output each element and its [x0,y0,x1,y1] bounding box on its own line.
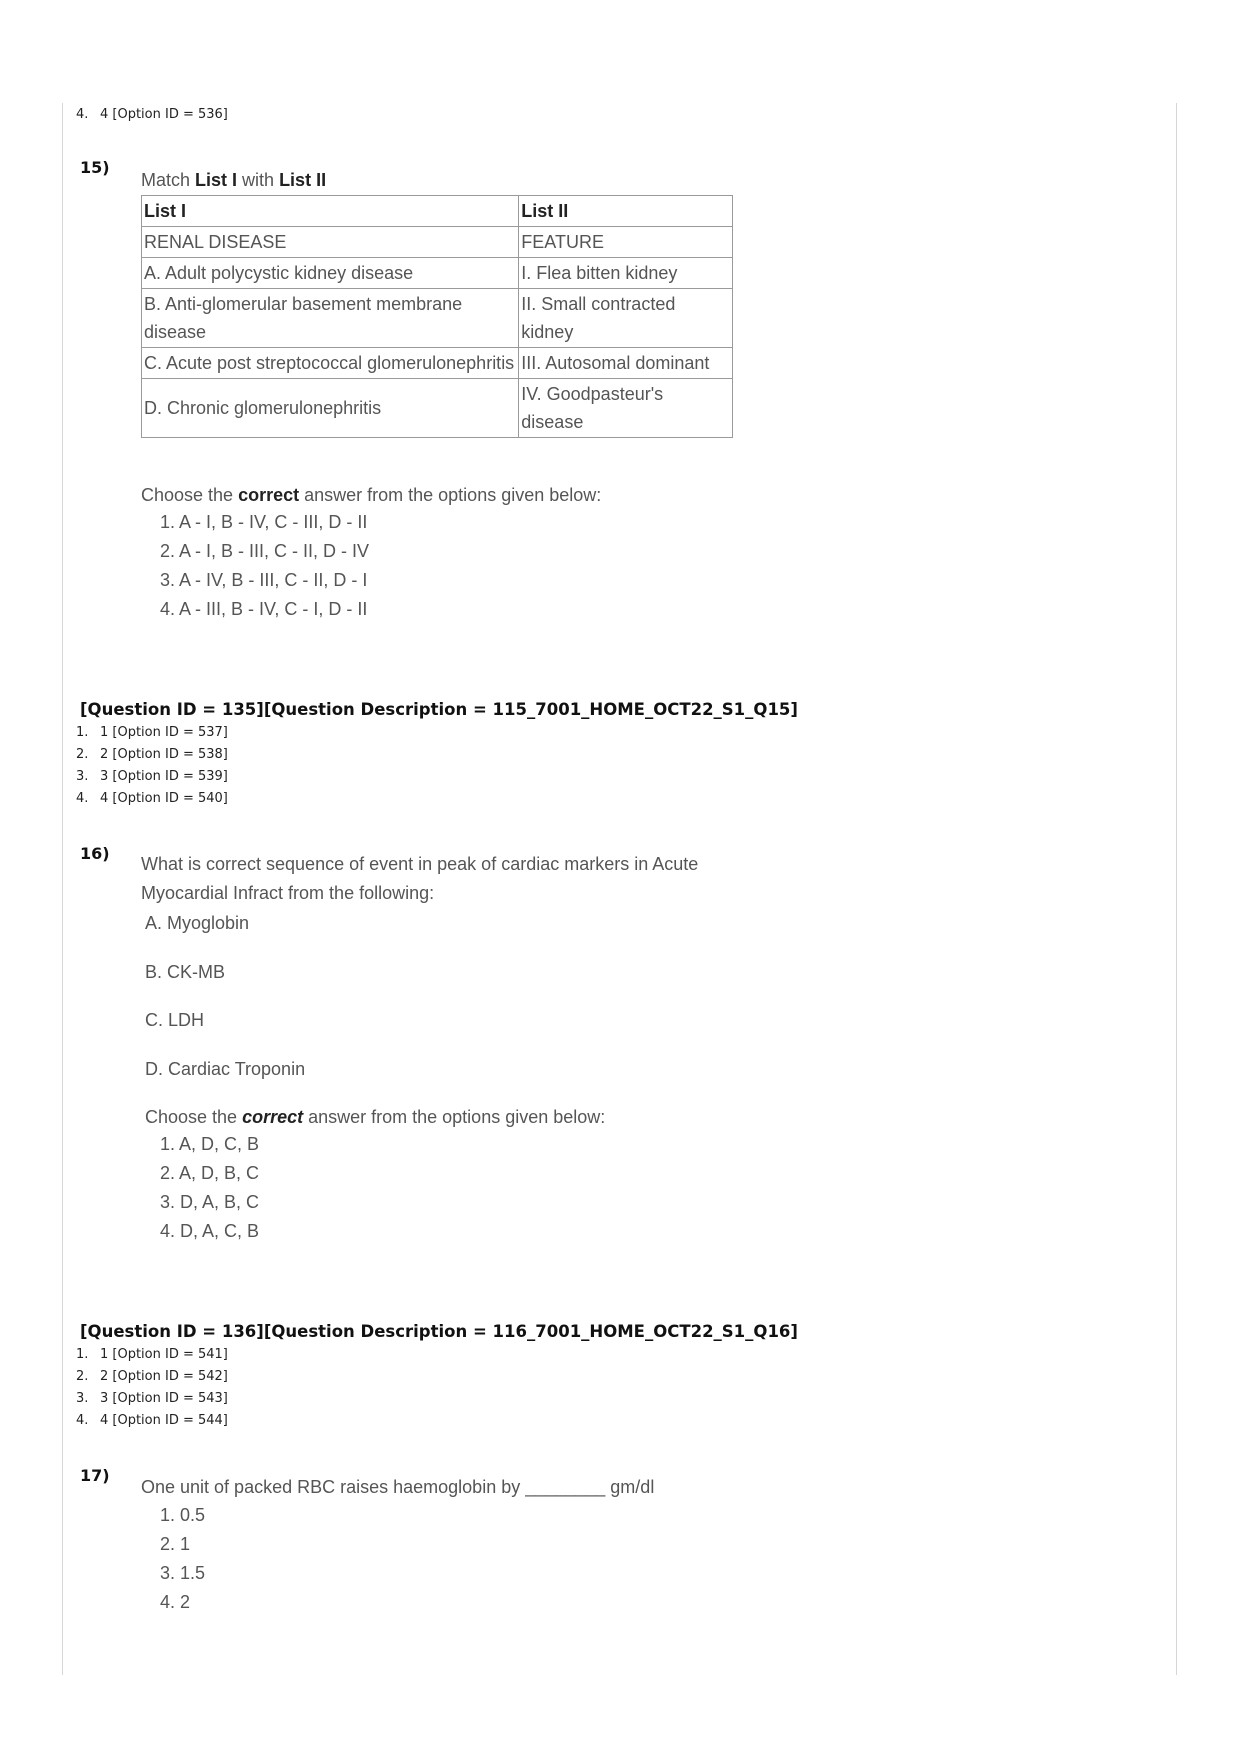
answer-option: 4. D, A, C, B [160,1221,260,1241]
table-cell: I. Flea bitten kidney [519,258,733,289]
table-cell: A. Adult polycystic kidney disease [142,258,519,289]
answer-option: 3. A - IV, B - III, C - II, D - I [160,570,368,590]
question-prompt: One unit of packed RBC raises haemoglobin by ________ gm/dl [141,1477,655,1497]
marker-item: B. CK-MB [145,962,226,982]
question-prompt: Match List I with List II [141,170,327,190]
question-number: 15) [80,158,110,177]
page-border-right [1176,103,1177,1675]
question-prompt: What is correct sequence of event in peak of cardiac markers in Acute Myocardial Infract from the following: [141,854,699,903]
table-row [142,379,733,438]
choose-instruction: Choose the correct answer from the options given below: [141,485,602,505]
question-id-line: [Question ID = 135][Question Description = 115_7001_HOME_OCT22_S1_Q15] [80,700,798,719]
question-number: 17) [80,1466,110,1485]
option-text: 4 [Option ID = 536] [100,107,228,122]
option-id-line: 2. 2 [Option ID = 542] [76,1369,228,1384]
option-id-line: 4. 4 [Option ID = 544] [76,1413,228,1428]
question-id-line: [Question ID = 136][Question Description = 116_7001_HOME_OCT22_S1_Q16] [80,1322,798,1341]
table-cell: B. Anti-glomerular basement membrane disease [142,289,519,348]
answer-option: 4. 2 [160,1592,191,1612]
answer-option: 2. A, D, B, C [160,1163,260,1183]
table-row [142,258,733,289]
option-id-line: 3. 3 [Option ID = 539] [76,769,228,784]
table-cell: IV. Goodpasteur's disease [519,379,733,438]
page-border-left [62,103,63,1675]
table-cell: C. Acute post streptococcal glomerulonephritis [142,348,519,379]
marker-item: C. LDH [145,1010,205,1030]
option-id-line: 4. 4 [Option ID = 540] [76,791,228,806]
table-row [142,348,733,379]
table-cell: III. Autosomal dominant [519,348,733,379]
answer-option: 2. 1 [160,1534,191,1554]
table-header-row [142,196,733,227]
table-cell: RENAL DISEASE [142,227,519,258]
table-cell: List I [142,196,519,227]
table-cell: List II [519,196,733,227]
answer-option: 3. D, A, B, C [160,1192,260,1212]
option-number: 4. [76,107,89,122]
answer-option: 3. 1.5 [160,1563,206,1583]
option-id-line: 1. 1 [Option ID = 537] [76,725,228,740]
answer-option: 4. A - III, B - IV, C - I, D - II [160,599,368,619]
table-row [142,227,733,258]
answer-option: 2. A - I, B - III, C - II, D - IV [160,541,370,561]
question-number: 16) [80,844,110,863]
answer-option: 1. A - I, B - IV, C - III, D - II [160,512,368,532]
option-id-line: 2. 2 [Option ID = 538] [76,747,228,762]
option-id-line [76,107,228,122]
table-row [142,289,733,348]
table-cell: FEATURE [519,227,733,258]
table-cell: D. Chronic glomerulonephritis [142,379,519,438]
answer-option: 1. 0.5 [160,1505,206,1525]
marker-item: D. Cardiac Troponin [145,1059,306,1079]
table-cell: II. Small contracted kidney [519,289,733,348]
option-id-line: 1. 1 [Option ID = 541] [76,1347,228,1362]
choose-instruction: Choose the correct answer from the options given below: [145,1107,606,1127]
marker-item: A. Myoglobin [145,913,250,933]
option-id-line: 3. 3 [Option ID = 543] [76,1391,228,1406]
match-table [141,195,733,438]
answer-option: 1. A, D, C, B [160,1134,260,1154]
